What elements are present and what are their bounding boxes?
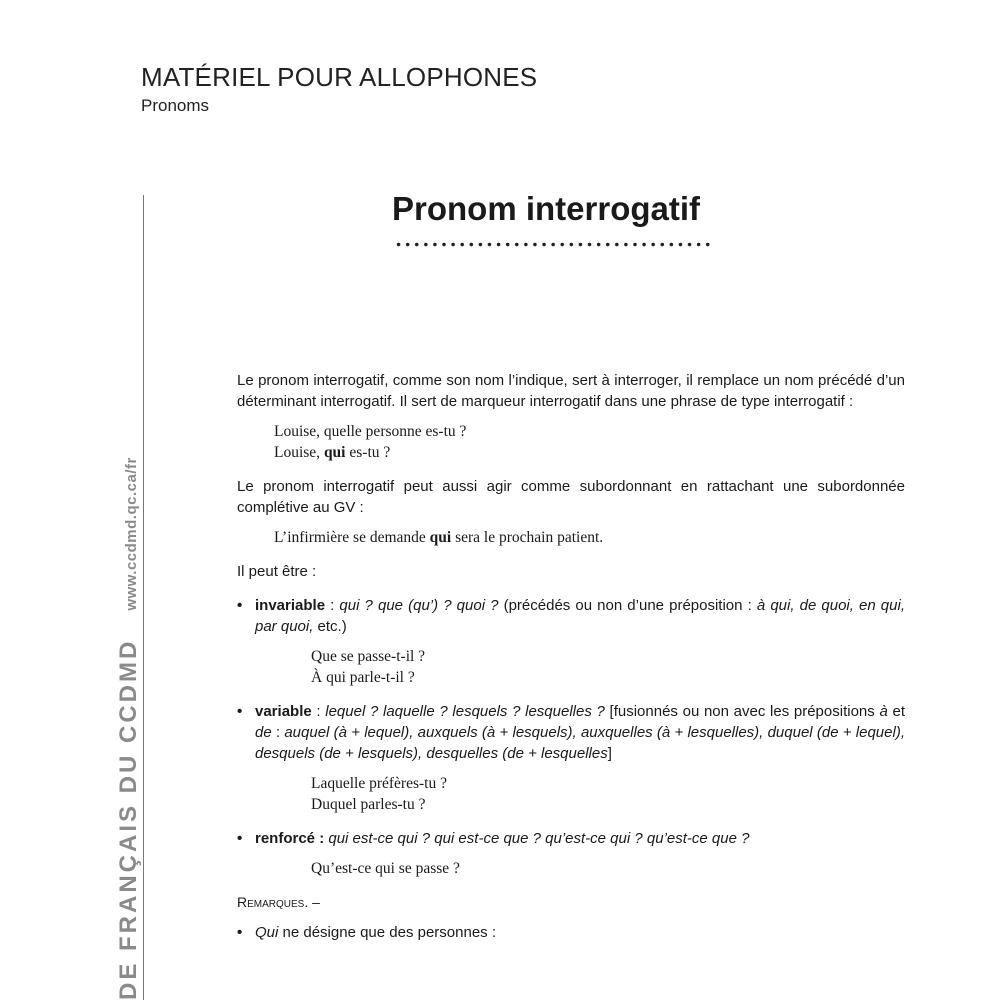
header-subtitle: Pronoms <box>141 96 210 115</box>
bullet-term: invariable <box>255 597 326 614</box>
remarks-heading: Remarques. – <box>237 894 320 910</box>
bullet-term: renforcé : <box>255 830 325 847</box>
subordinate-example <box>237 527 905 548</box>
sidebar-publisher: DE FRANÇAIS DU CCDMD <box>115 638 142 1000</box>
example-line: Duquel parles-tu ? <box>311 796 426 813</box>
title-dotted-underline <box>394 242 710 247</box>
can-be-label: Il peut être : <box>237 563 317 580</box>
sidebar-vertical-text <box>115 457 143 1000</box>
bullet-variable: • variable : lequel ? laquelle ? lesquels ? lesquelles ? [fusionnés ou non avec les prépositions à et de : auquel (à + lequel), auxquels (à + lesquels), auxquelles (à + lesquelles), duquel (de + lequel), desquels (de + lesquels), desquelles (de + lesquelles] Laquelle préfères-tu ? Duquel parles-tu ? <box>237 703 905 813</box>
bullet-examples <box>255 646 905 688</box>
example-line: À qui parle-t-il ? <box>311 669 415 686</box>
bullet-examples <box>255 773 905 815</box>
example-line: Laquelle préfères-tu ? <box>311 775 447 792</box>
remark-item: • Qui ne désigne que des personnes : <box>237 924 497 941</box>
header-title: MATÉRIEL POUR ALLOPHONES <box>141 62 538 92</box>
bullet-point: • <box>237 597 243 614</box>
example-line: Que se passe-t-il ? <box>311 648 426 665</box>
bullet-point: • <box>237 924 243 941</box>
bullet-invariable: • invariable : qui ? que (qu’) ? quoi ? (précédés ou non d’une préposition : à qui, de quoi, en qui, par quoi, etc.) Que se passe-t-il ? À qui parle-t-il ? <box>237 597 905 686</box>
example-line: Qu’est-ce qui se passe ? <box>311 860 460 877</box>
side-divider <box>143 195 144 1000</box>
bullet-renforce: • renforcé : qui est-ce qui ? qui est-ce que ? qu’est-ce qui ? qu’est-ce que ? Qu’est-ce qui se passe ? <box>237 828 905 879</box>
subordinate-paragraph: Le pronom interrogatif peut aussi agir comme subordonnant en rattachant une subordonnée complétive au GV : <box>237 478 905 516</box>
sidebar-url: www.ccdmd.qc.ca/fr <box>123 457 140 611</box>
bullet-point: • <box>237 703 243 720</box>
example-line: L’infirmière se demande qui sera le prochain patient. <box>274 529 604 546</box>
bullet-examples <box>255 858 905 879</box>
example-line: Louise, quelle personne es-tu ? <box>274 423 467 440</box>
bullet-term: variable <box>255 703 312 720</box>
document-title: Pronom interrogatif <box>392 190 701 227</box>
bullet-point: • <box>237 830 243 847</box>
document-body <box>237 370 905 943</box>
intro-examples <box>237 421 905 463</box>
intro-paragraph: Le pronom interrogatif, comme son nom l’indique, sert à interroger, il remplace un nom précédé d’un déterminant interrogatif. Il sert de marqueur interrogatif dans une phrase de type interrogatif : <box>237 372 905 410</box>
example-line: Louise, qui es-tu ? <box>274 444 391 461</box>
